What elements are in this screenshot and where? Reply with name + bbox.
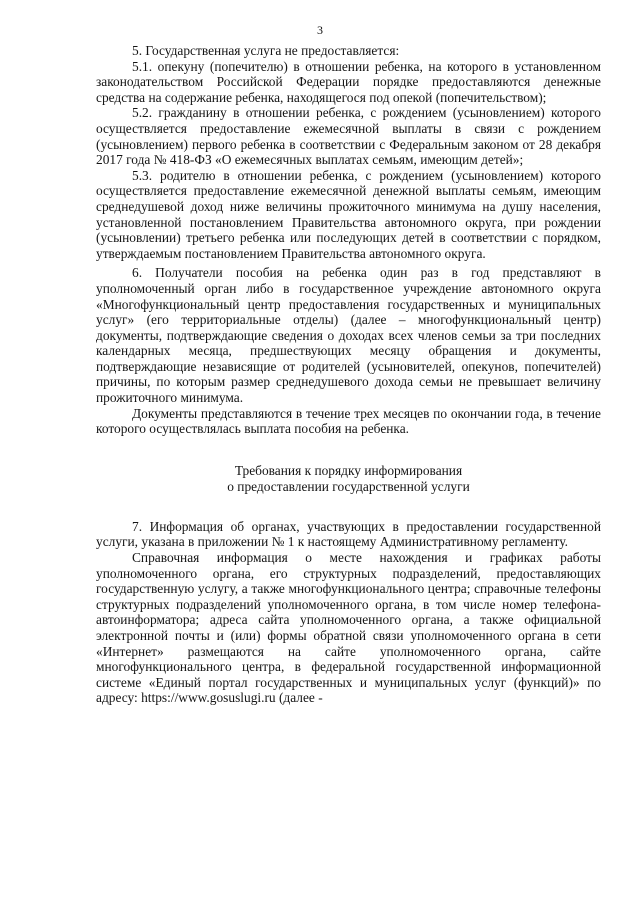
document-body: [96, 43, 601, 706]
paragraph-5-2: 5.2. гражданину в отношении ребенка, с рождением (усыновлением) которого осуществляется предоставление ежемесячной выплаты в связи с рождением (усыновлением) первого ребенка в соответствии с Федеральным законом от 28 декабря 2017 года № 418-ФЗ «О ежемесячных выплатах семьям, имеющим детей»;: [96, 105, 601, 168]
section-heading-line-1: Требования к порядку информирования: [234, 462, 463, 478]
paragraph-5-3: 5.3. родителю в отношении ребенка, с рождением (усыновлением) которого осуществляется предоставление ежемесячной денежной выплаты семьям, имеющим среднедушевой доход ниже величины прожиточного минимума на душу населения, установленной постановлением Правительства автономного округа, при рождении (усыновлении) третьего ребенка или последующих детей в соответствии с порядком, утверждаемым постановлением Правительства автономного округа.: [96, 167, 601, 261]
paragraph-reference-info: Справочная информация о месте нахождения и графиках работы уполномоченного органа, его структурных подразделений, предоставляющих государственную услугу, а также многофункционального центра; справочные телефоны структурных подразделений уполномоченного органа, в том числе номер телефона-автоинформатора; адреса сайта уполномоченного органа, а также официальной электронной почты и (или) формы обратной связи уполномоченного органа в сети «Интернет» размещаются на сайте уполномоченного органа, сайте многофункционального центра, в федеральной государственной информационной системе «Единый портал государственных и муниципальных услуг (функций)» по адресу: https://www.gosuslugi.ru (далее -: [96, 550, 601, 706]
paragraph-5-1: 5.1. опекуну (попечителю) в отношении ребенка, на которого в установленном законодательством Российской Федерации порядке предоставляются денежные средства на содержание ребенка, находящегося под опекой (попечительством);: [96, 58, 601, 105]
paragraph-documents: Документы представляются в течение трех месяцев по окончании года, в течение которого осуществлялась выплата пособия на ребенка.: [96, 405, 601, 437]
section-heading: [96, 463, 601, 495]
paragraph-5: 5. Государственная услуга не предоставляется:: [132, 43, 400, 58]
page-number: 3: [317, 23, 323, 37]
paragraph-6: 6. Получатели пособия на ребенка один раз в год представляют в уполномоченный орган либо в государственное учреждение автономного округа «Многофункциональный центр предоставления государственных и муниципальных услуг» (его территориальные отделы) (далее – многофункциональный центр) документы, подтверждающие сведения о доходах всех членов семьи за три последних календарных месяца, предшествующих месяцу обращения и документы, подтверждающие независящие от родителей (усыновителей, опекунов, попечителей) причины, по которым размер среднедушевого дохода семьи не превышает величину прожиточного минимума.: [96, 265, 601, 406]
section-heading-line-2: о предоставлении государственной услуги: [227, 478, 470, 494]
paragraph-7: 7. Информация об органах, участвующих в предоставлении государственной услуги, указана в приложении № 1 к настоящему Административному регламенту.: [96, 518, 601, 550]
